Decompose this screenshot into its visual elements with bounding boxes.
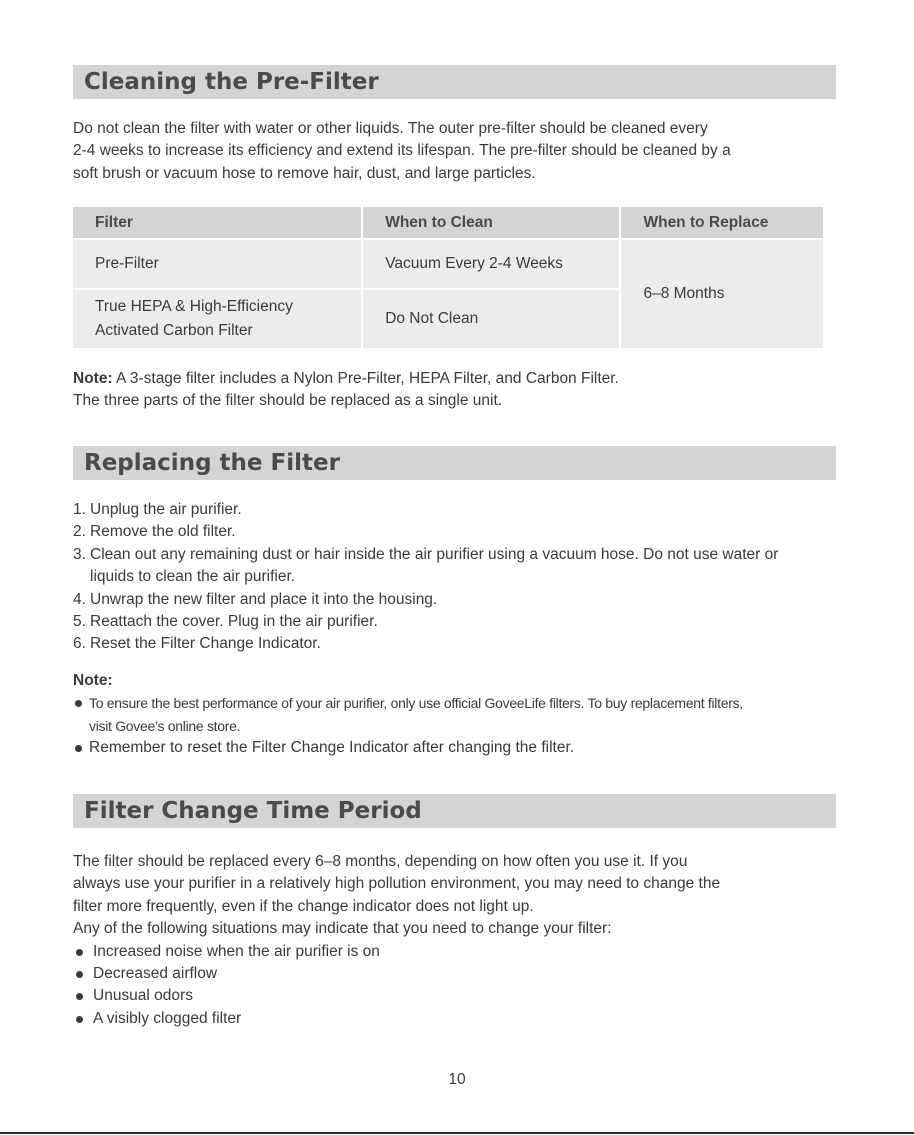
- list-item: [73, 611, 818, 633]
- cleaning-note-line: The three parts of the filter should be replaced as a single unit.: [73, 392, 503, 410]
- step-number: 4.: [73, 590, 86, 608]
- step-text: Remove the old filter.: [90, 523, 236, 541]
- step-text: Unwrap the new filter and place it into the housing.: [90, 590, 438, 608]
- list-item: [73, 633, 818, 655]
- cell-when-to-replace: 6–8 Months: [621, 240, 823, 348]
- table-row: [73, 240, 823, 288]
- cleaning-note-line: [73, 368, 833, 390]
- step-number: 5.: [73, 613, 86, 631]
- step-number: 1.: [73, 501, 86, 518]
- list-item: Remember to reset the Filter Change Indicator after changing the filter.: [73, 737, 763, 759]
- step-text: Unplug the air purifier.: [90, 501, 242, 518]
- period-intro-line: always use your purifier in a relatively high pollution environment, you may need to change the: [73, 875, 721, 893]
- header-when-to-replace: When to Replace: [621, 207, 823, 238]
- list-item: A visibly clogged filter: [73, 1008, 833, 1030]
- list-item: [73, 499, 818, 521]
- cell-filter-name-line: True HEPA & High-Efficiency: [95, 298, 293, 315]
- cleaning-intro-line: 2-4 weeks to increase its efficiency and extend its lifespan. The pre-filter should be cleaned by a: [73, 142, 731, 160]
- period-intro-line: filter more frequently, even if the change indicator does not light up.: [73, 897, 534, 915]
- cell-filter-name: [73, 290, 361, 348]
- list-item: Unusual odors: [73, 985, 833, 1007]
- cleaning-intro-line: Do not clean the filter with water or other liquids. The outer pre-filter should be cleaned every: [73, 120, 708, 137]
- step-number: 6.: [73, 635, 86, 653]
- section-title-cleaning: Cleaning the Pre-Filter: [73, 65, 836, 99]
- step-text: Clean out any remaining dust or hair inside the air purifier using a vacuum hose. Do not use water or liquids to clean the air purifier.: [90, 545, 779, 586]
- step-number: 3.: [73, 545, 86, 563]
- note-label: Note:: [73, 370, 113, 387]
- header-when-to-clean: When to Clean: [363, 207, 619, 238]
- list-item: Increased noise when the air purifier is on: [73, 941, 833, 963]
- note-label: Note:: [73, 672, 113, 689]
- cleaning-intro-line: soft brush or vacuum hose to remove hair, dust, and large particles.: [73, 164, 536, 182]
- section-title-replacing: Replacing the Filter: [73, 446, 836, 480]
- period-intro-line: The filter should be replaced every 6–8 months, depending on how often you use it. If you: [73, 853, 688, 870]
- list-item: [73, 544, 818, 589]
- period-intro: [73, 851, 833, 1030]
- step-text: Reattach the cover. Plug in the air purifier.: [90, 613, 378, 631]
- cell-when-to-clean: Do Not Clean: [363, 290, 619, 348]
- section-title-period: Filter Change Time Period: [73, 794, 836, 828]
- replacing-steps: [73, 499, 818, 656]
- cell-when-to-clean: Vacuum Every 2-4 Weeks: [363, 240, 619, 288]
- cleaning-intro: [73, 118, 833, 185]
- list-item: To ensure the best performance of your air purifier, only use official GoveeLife filters. To buy replacement filters, visit Govee’s online store.: [73, 692, 763, 737]
- table-header-row: [73, 207, 823, 238]
- filter-maintenance-table: [71, 205, 825, 350]
- list-item: Decreased airflow: [73, 963, 833, 985]
- bottom-rule: [0, 1132, 914, 1134]
- list-item: [73, 521, 818, 543]
- page-number: 10: [448, 1071, 466, 1088]
- step-text: Reset the Filter Change Indicator.: [90, 635, 321, 653]
- cleaning-note: [73, 368, 833, 413]
- header-filter: Filter: [73, 207, 361, 238]
- cell-filter-name: Pre-Filter: [73, 240, 361, 288]
- replacing-notes: [73, 670, 763, 760]
- period-intro-line: Any of the following situations may indicate that you need to change your filter:: [73, 920, 612, 938]
- note-text: A 3-stage filter includes a Nylon Pre-Filter, HEPA Filter, and Carbon Filter.: [112, 370, 619, 387]
- list-item: [73, 589, 818, 611]
- cell-filter-name-line: Activated Carbon Filter: [95, 322, 253, 339]
- step-number: 2.: [73, 523, 86, 541]
